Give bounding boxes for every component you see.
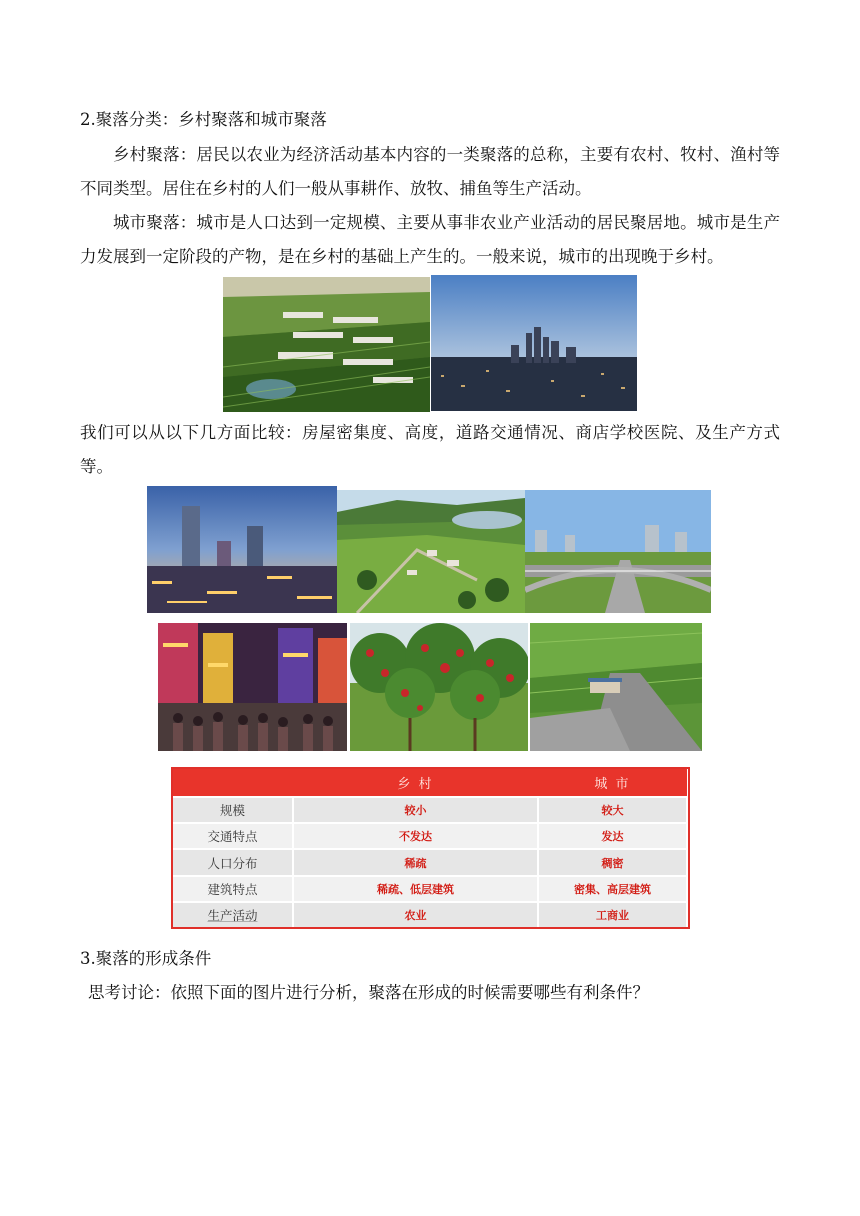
urban-traffic-value: 发达 bbox=[538, 823, 687, 849]
row-label-buildings: 建筑特点 bbox=[173, 876, 293, 902]
rural-settlement-paragraph: 乡村聚落：居民以农业为经济活动基本内容的一类聚落的总称，主要有农村、牧村、渔村等不同类型。居住在乡村的人们一般从事耕作、放牧、捕鱼等生产活动。 bbox=[80, 145, 780, 198]
farm-road-village-photo bbox=[530, 623, 702, 751]
rural-buildings-value: 稀疏、低层建筑 bbox=[293, 876, 538, 902]
shopping-street-crowd-photo bbox=[158, 623, 347, 751]
apple-orchard-photo bbox=[350, 623, 528, 751]
rural-traffic-value: 不发达 bbox=[293, 823, 538, 849]
highway-interchange-photo bbox=[525, 490, 711, 613]
rural-production-value: 农业 bbox=[293, 902, 538, 927]
rural-urban-comparison-table bbox=[171, 767, 690, 929]
city-skyline-dusk-photo bbox=[431, 275, 637, 411]
urban-settlement-paragraph: 城市聚落：城市是人口达到一定规模、主要从事非农业产业活动的居民聚居地。城市是生产力发展到一定阶段的产物，是在乡村的基础上产生的。一般来说，城市的出现晚于乡村。 bbox=[80, 213, 780, 266]
countryside-lake-village-photo bbox=[337, 490, 525, 613]
comparison-paragraph: 我们可以从以下几方面比较：房屋密集度、高度，道路交通情况、商店学校医院、及生产方式等。 bbox=[80, 423, 780, 476]
rural-scale-value: 较小 bbox=[293, 797, 538, 823]
table-header-empty bbox=[173, 769, 293, 797]
table-header-row bbox=[173, 769, 687, 797]
urban-production-value: 工商业 bbox=[538, 902, 687, 927]
section-3-heading: 3.聚落的形成条件 bbox=[80, 949, 212, 968]
table-row bbox=[173, 823, 687, 849]
row-label-traffic: 交通特点 bbox=[173, 823, 293, 849]
table-row bbox=[173, 797, 687, 823]
row-label-scale: 规模 bbox=[173, 797, 293, 823]
urban-population-value: 稠密 bbox=[538, 849, 687, 875]
table-header-urban: 城 市 bbox=[538, 769, 687, 797]
rural-population-value: 稀疏 bbox=[293, 849, 538, 875]
urban-buildings-value: 密集、高层建筑 bbox=[538, 876, 687, 902]
table-row bbox=[173, 902, 687, 927]
rural-village-aerial-photo bbox=[223, 277, 430, 412]
table-header-rural: 乡 村 bbox=[293, 769, 538, 797]
row-label-population: 人口分布 bbox=[173, 849, 293, 875]
section-2-heading: 2.聚落分类：乡村聚落和城市聚落 bbox=[80, 110, 327, 129]
discussion-prompt: 思考讨论：依照下面的图片进行分析，聚落在形成的时候需要哪些有利条件？ bbox=[88, 983, 649, 1002]
table-row bbox=[173, 849, 687, 875]
urban-scale-value: 较大 bbox=[538, 797, 687, 823]
row-label-production: 生产活动 bbox=[173, 902, 293, 927]
city-night-highrise-photo bbox=[147, 486, 337, 613]
table-row bbox=[173, 876, 687, 902]
